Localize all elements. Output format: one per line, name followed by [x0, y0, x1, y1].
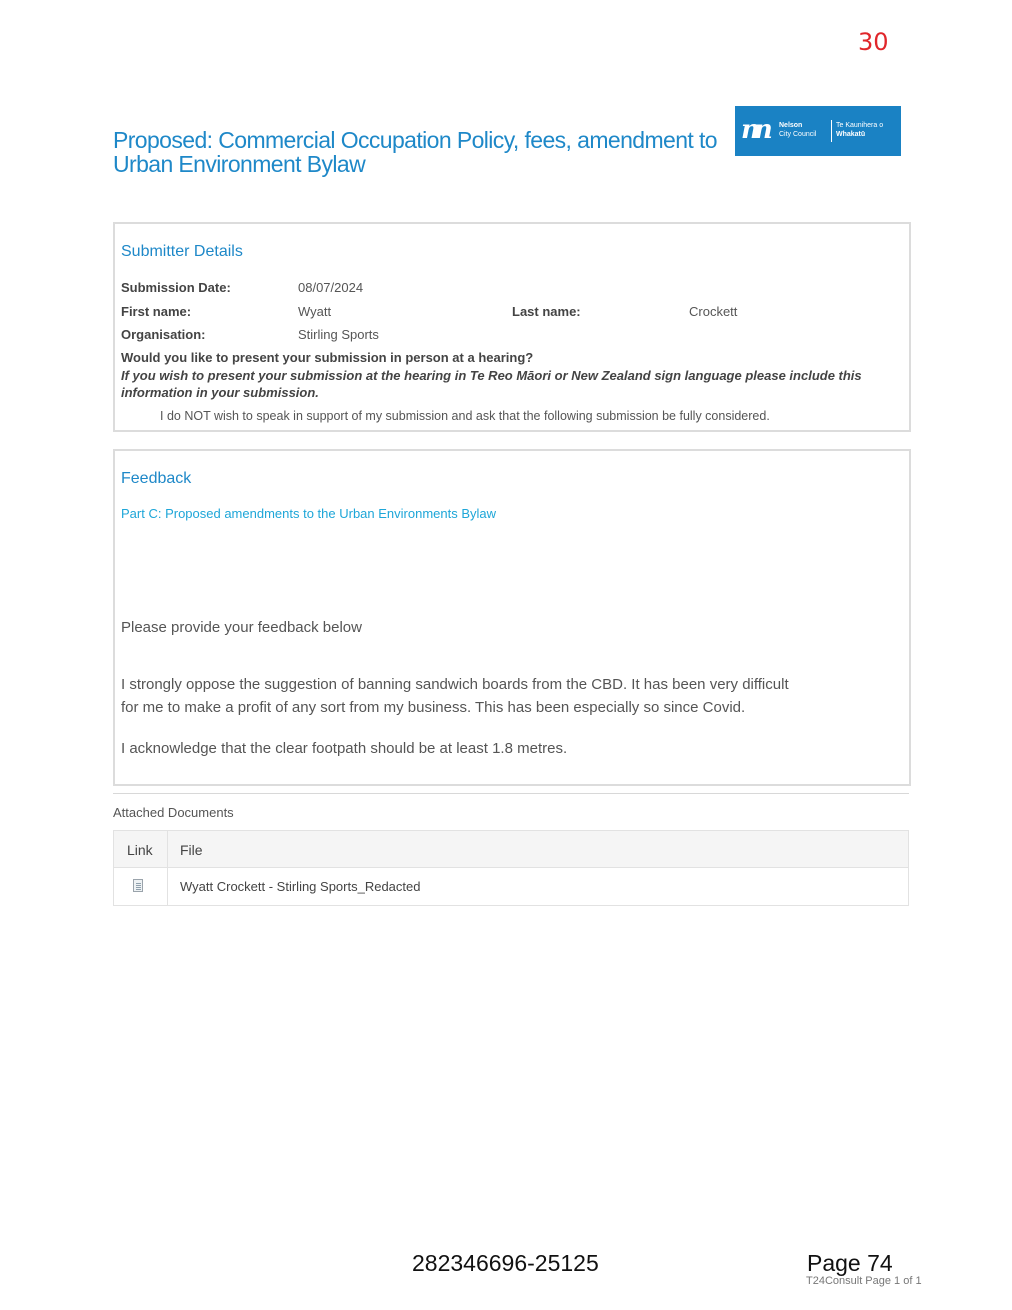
last-name-value: Crockett — [689, 304, 738, 319]
table-header — [114, 831, 908, 868]
logo-divider — [831, 120, 832, 142]
page-label: Page 74 — [807, 1250, 893, 1276]
submitter-details-title: Submitter Details — [121, 243, 243, 260]
logo-text-maori: Te Kaunihera o Whakatū — [836, 122, 884, 138]
feedback-prompt: Please provide your feedback below — [121, 619, 362, 636]
hearing-question: Would you like to present your submission in person at a hearing? — [121, 350, 534, 365]
first-name-label: First name: — [121, 304, 192, 319]
column-divider — [167, 831, 168, 905]
document-id: 282346696-25125 — [412, 1250, 599, 1276]
hearing-answer: I do NOT wish to speak in support of my submission and ask that the following submission be fully considered. — [160, 409, 770, 423]
logo-mark-icon: nn — [741, 115, 767, 145]
organisation-label: Organisation: — [121, 327, 206, 342]
footer-source: T24Consult Page 1 of 1 — [806, 1275, 922, 1287]
last-name-label: Last name: — [512, 304, 581, 319]
feedback-part-heading: Part C: Proposed amendments to the Urban Environments Bylaw — [121, 506, 497, 521]
section-divider — [113, 793, 909, 794]
submission-date-value: 08/07/2024 — [298, 280, 364, 295]
logo-text-english: Nelson City Council — [779, 122, 817, 138]
page-number: 30 — [858, 28, 889, 56]
council-logo — [735, 106, 901, 156]
feedback-title: Feedback — [121, 470, 192, 487]
feedback-text-line-1: I strongly oppose the suggestion of banning sandwich boards from the CBD. It has been very difficult — [121, 676, 789, 693]
document-title: Proposed: Commercial Occupation Policy, fees, amendment to Urban Environment Bylaw — [113, 127, 717, 177]
organisation-value: Stirling Sports — [298, 327, 379, 342]
column-header-link: Link — [127, 842, 153, 858]
attachment-file-name[interactable]: Wyatt Crockett - Stirling Sports_Redacted — [180, 879, 421, 894]
hearing-note: If you wish to present your submission at the hearing in Te Reo Māori or New Zealand sign language please include this information in your submission. — [121, 368, 862, 400]
submission-date-label: Submission Date: — [121, 280, 231, 295]
feedback-text-line-2: for me to make a profit of any sort from my business. This has been especially so since Covid. — [121, 699, 746, 716]
attached-documents-label: Attached Documents — [113, 805, 234, 820]
attached-documents-table — [113, 830, 909, 906]
document-icon[interactable] — [133, 879, 143, 892]
feedback-panel — [113, 449, 911, 786]
first-name-value: Wyatt — [298, 304, 332, 319]
column-header-file: File — [180, 842, 203, 858]
submitter-details-panel — [113, 222, 911, 432]
feedback-text-line-3: I acknowledge that the clear footpath should be at least 1.8 metres. — [121, 740, 568, 757]
